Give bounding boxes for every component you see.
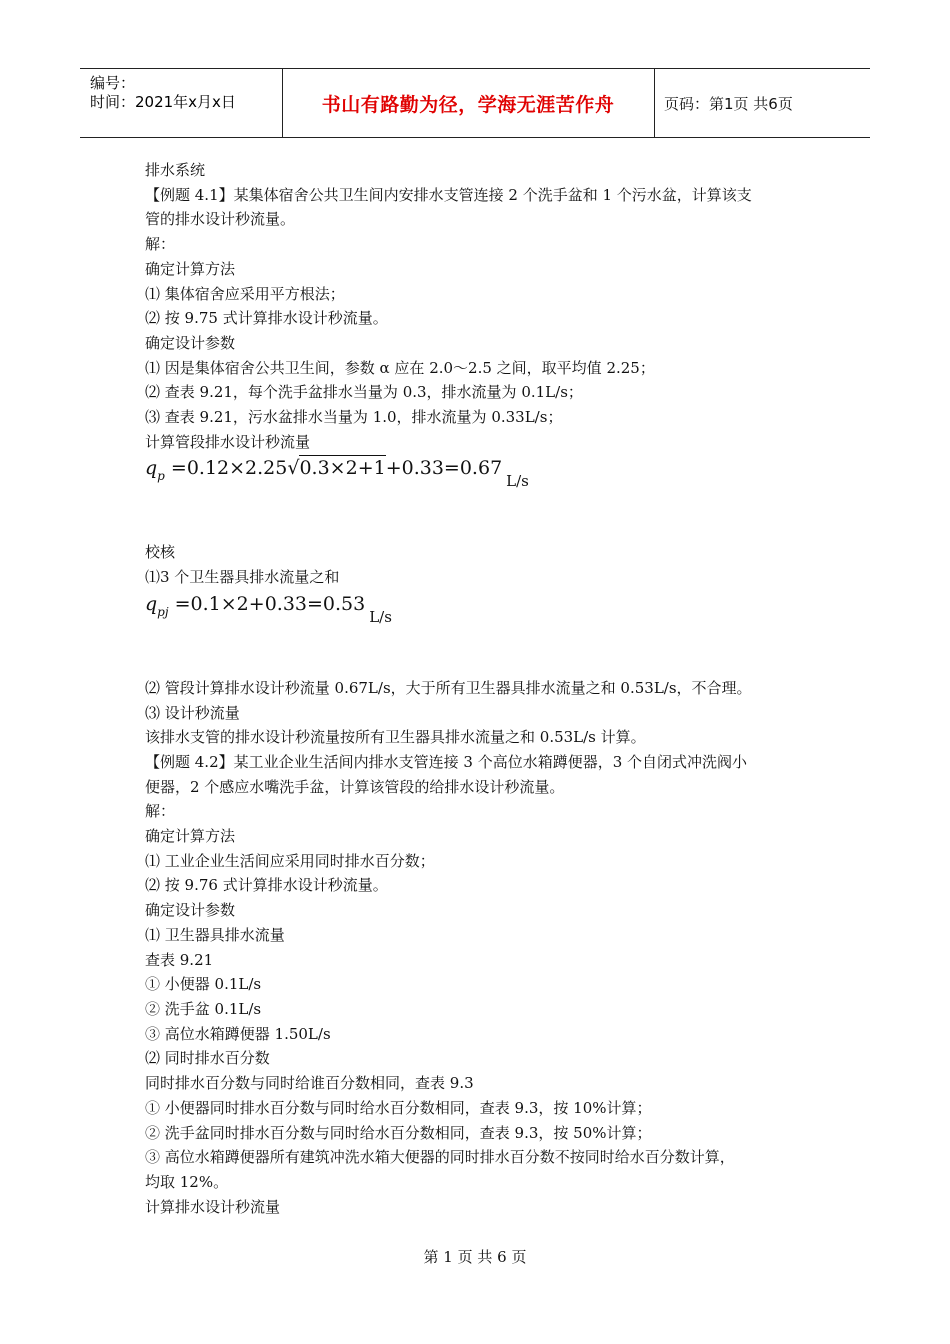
text-line: ⑴ 因是集体宿舍公共卫生间，参数 α 应在 2.0～2.5 之间，取平均值 2.25； [145, 358, 655, 377]
example-title: 【例题 4.2】某工业企业生活间内排水支管连接 3 个高位水箱蹲便器，3 个自闭式冲洗阀小 [145, 752, 748, 771]
text-line: 同时排水百分数与同时给谁百分数相同，查表 9.3 [145, 1074, 474, 1093]
document-body [145, 158, 813, 1219]
text-line: ③ 高位水箱蹲便器所有建筑冲洗水箱大便器的同时排水百分数不按同时给水百分数计算， [145, 1148, 735, 1167]
text-line: ⑵ 按 9.76 式计算排水设计秒流量。 [145, 876, 388, 895]
text-line: 计算排水设计秒流量 [145, 1197, 281, 1216]
text-line: ⑵ 按 9.75 式计算排水设计秒流量。 [145, 309, 388, 328]
text-line: 计算管段排水设计秒流量 [145, 432, 311, 451]
text-line: 确定计算方法 [145, 259, 236, 278]
text-line: 管的排水设计秒流量。 [145, 210, 296, 229]
text-line: 均取 12%。 [145, 1172, 229, 1191]
spacer [145, 650, 813, 676]
formula-unit: L/s [369, 607, 392, 626]
text-line: ⑴3 个卫生器具排水流量之和 [145, 568, 340, 587]
text-line: ⑵ 管段计算排水设计秒流量 0.67L/s，大于所有卫生器具排水流量之和 0.53L/s，不合理。 [145, 678, 752, 697]
formula-symbol: q [145, 592, 158, 615]
text-line: ② 洗手盆 0.1L/s [145, 999, 262, 1018]
text-line: ① 小便器同时排水百分数与同时给水百分数相同，查表 9.3，按 10%计算； [145, 1098, 652, 1117]
formula-unit: L/s [506, 472, 529, 491]
formula-symbol: q [145, 457, 158, 480]
text-line: ⑴ 集体宿舍应采用平方根法； [145, 284, 345, 303]
example-title: 【例题 4.1】某集体宿舍公共卫生间内安排水支管连接 2 个洗手盆和 1 个污水盆，计算该支 [145, 185, 752, 204]
text-line: 查表 9.21 [145, 950, 214, 969]
text-line: ① 小便器 0.1L/s [145, 975, 262, 994]
page-header [80, 68, 870, 138]
text-line: 便器，2 个感应水嘴洗手盆，计算该管段的给排水设计秒流量。 [145, 777, 565, 796]
formula-pre: =0.12×2.25 [170, 457, 288, 480]
formula-subscript: p [157, 469, 165, 484]
text-line: ⑵ 查表 9.21，每个洗手盆排水当量为 0.3，排水流量为 0.1L/s； [145, 383, 583, 402]
formula-subscript: pj [157, 604, 169, 619]
sqrt-sign: √ [287, 457, 300, 480]
formula-post: +0.33=0.67 [385, 457, 503, 480]
header-motto-cell [282, 69, 655, 137]
code-label: 编号： [90, 74, 136, 92]
formula-expression: =0.1×2+0.33=0.53 [174, 592, 366, 615]
text-line: ⑶ 设计秒流量 [145, 703, 240, 722]
formula-qp [145, 456, 813, 514]
text-line: 确定设计参数 [145, 333, 236, 352]
text-line: ② 洗手盆同时排水百分数与同时给水百分数相同，查表 9.3，按 50%计算； [145, 1123, 652, 1142]
header-page-cell [654, 69, 870, 137]
page-footer: 第 1 页 共 6 页 [423, 1248, 527, 1266]
text-line: 该排水支管的排水设计秒流量按所有卫生器具排水流量之和 0.53L/s 计算。 [145, 728, 646, 747]
time-label: 时间：2021年x月x日 [90, 93, 236, 111]
text-line: 确定设计参数 [145, 901, 236, 920]
spacer [145, 514, 813, 540]
header-left-cell [80, 69, 283, 137]
formula-radicand: 0.3×2+1 [299, 457, 386, 480]
text-line: 解： [145, 802, 176, 821]
text-line: 确定计算方法 [145, 827, 236, 846]
section-title: 排水系统 [145, 161, 206, 179]
formula-qpj [145, 592, 813, 650]
text-line: ⑵ 同时排水百分数 [145, 1049, 270, 1068]
motto: 书山有路勤为径，学海无涯苦作舟 [321, 93, 615, 116]
text-line: ③ 高位水箱蹲便器 1.50L/s [145, 1024, 331, 1043]
text-line: 解： [145, 235, 176, 254]
text-line: ⑶ 查表 9.21，污水盆排水当量为 1.0，排水流量为 0.33L/s； [145, 408, 563, 427]
text-line: 校核 [145, 543, 176, 562]
text-line: ⑴ 卫生器具排水流量 [145, 925, 285, 944]
page-code: 页码：第1页 共6页 [664, 94, 793, 113]
text-line: ⑴ 工业企业生活间应采用同时排水百分数； [145, 851, 435, 870]
